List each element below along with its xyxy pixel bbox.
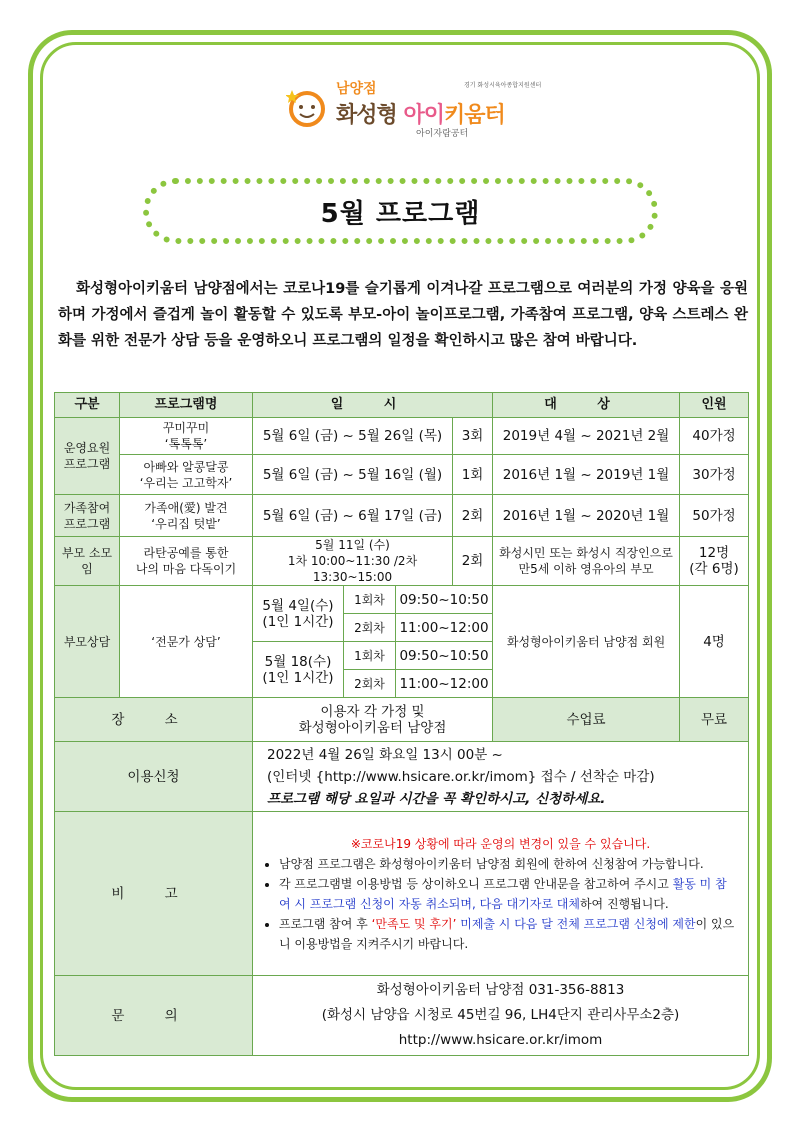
table-row xyxy=(55,537,749,586)
apply-details xyxy=(253,742,749,812)
logo-name-part2: 아이 xyxy=(403,103,444,128)
dates-cell: 5월 6일 (금) ~ 5월 26일 (목) xyxy=(253,418,453,455)
header-schedule: 일 시 xyxy=(253,393,493,418)
times-cell: 1회 xyxy=(453,455,493,495)
program-cell: 꾸미꾸미 ‘톡톡톡’ xyxy=(120,418,253,455)
category-cell: 부모상담 xyxy=(55,586,120,698)
table-row xyxy=(55,495,749,537)
session-cell: 2회차 xyxy=(344,670,396,698)
program-cell: 아빠와 알콩달콩 ‘우리는 고고학자’ xyxy=(120,455,253,495)
table-row xyxy=(55,455,749,495)
contact-url: http://www.hsicare.or.kr/imom xyxy=(398,1032,603,1048)
contact-details xyxy=(253,976,749,1056)
counsel-date-cell: 5월 4일(수) (1인 1시간) xyxy=(253,586,344,642)
apply-url: (인터넷 {http://www.hsicare.or.kr/imom} 접수 / 선착순 마감) xyxy=(267,768,655,785)
session-cell: 1회차 xyxy=(344,586,396,614)
category-cell: 부모 소모임 xyxy=(55,537,120,586)
place-value: 이용자 각 가정 및 화성형아이키움터 남양점 xyxy=(253,698,493,742)
time-cell: 09:50~10:50 xyxy=(396,586,493,614)
logo xyxy=(284,76,542,144)
target-cell: 화성시민 또는 화성시 직장인으로 만5세 이하 영유아의 부모 xyxy=(493,537,680,586)
table-row xyxy=(55,418,749,455)
logo-corp-text: 경기 화성시육아종합지원센터 xyxy=(464,82,542,89)
times-cell: 3회 xyxy=(453,418,493,455)
category-cell: 가족참여 프로그램 xyxy=(55,495,120,537)
fee-value: 무료 xyxy=(680,698,749,742)
counsel-date-cell: 5월 18(수) (1인 1시간) xyxy=(253,642,344,698)
header-category: 구분 xyxy=(55,393,120,418)
program-cell: 라탄공예를 통한 나의 마음 다독이기 xyxy=(120,537,253,586)
notes-label: 비 고 xyxy=(55,812,253,976)
capacity-cell: 50가정 xyxy=(680,495,749,537)
header-program: 프로그램명 xyxy=(120,393,253,418)
covid-warning: ※코로나19 상황에 따라 운영의 변경이 있을 수 있습니다. xyxy=(350,836,651,851)
time-cell: 11:00~12:00 xyxy=(396,614,493,642)
note-item: • 각 프로그램별 이용방법 등 상이하오니 프로그램 안내문을 참고하여 주시고 활동 미 참여 시 프로그램 신청이 자동 취소되며, 다음 대기자로 대체하여 진행됩니다. xyxy=(279,874,738,914)
contact-phone: 화성형아이키움터 남양점 031-356-8813 xyxy=(376,982,625,998)
table-row xyxy=(55,812,749,976)
target-cell: 2019년 4월 ~ 2021년 2월 xyxy=(493,418,680,455)
apply-date: 2022년 4월 26일 화요일 13시 00분 ~ xyxy=(267,746,503,763)
contact-address: (화성시 남양읍 시청로 45번길 96, LH4단지 관리사무소2층) xyxy=(321,1007,680,1023)
intro-paragraph: 화성형아이키움터 남양점에서는 코로나19를 슬기롭게 이겨나갈 프로그램으로 여러분의 가정 양육을 응원하며 가정에서 즐겁게 놀이 활동할 수 있도록 부모-아이 놀이프로그램, 가족참여 프로그램, 양육 스트레스 완화를 위한 전문가 상담 등을 운영하오니 프로그램의 일정을 확인하시고 많은 참여 바랍니다. xyxy=(58,281,748,349)
notes-content xyxy=(253,812,749,976)
time-cell: 09:50~10:50 xyxy=(396,642,493,670)
apply-label: 이용신청 xyxy=(55,742,253,812)
fee-label: 수업료 xyxy=(493,698,680,742)
times-cell: 2회 xyxy=(453,537,493,586)
program-cell: 가족애(愛) 발견 ‘우리집 텃밭’ xyxy=(120,495,253,537)
dates-cell: 5월 6일 (금) ~ 6월 17일 (금) xyxy=(253,495,453,537)
page-title: 5월 프로그램 xyxy=(320,198,481,229)
capacity-cell: 12명 (각 6명) xyxy=(680,537,749,586)
logo-name-part3: 키움터 xyxy=(443,103,505,128)
program-cell: ‘전문가 상담’ xyxy=(120,586,253,698)
logo-name xyxy=(336,98,505,129)
header-target: 대 상 xyxy=(493,393,680,418)
category-cell: 운영요원 프로그램 xyxy=(55,418,120,495)
time-cell: 11:00~12:00 xyxy=(396,670,493,698)
target-cell: 화성형아이키움터 남양점 회원 xyxy=(493,586,680,698)
note-item: • 프로그램 참여 후 ‘만족도 및 후기’ 미제출 시 다음 달 전체 프로그램 신청에 제한이 있으니 이용방법을 지켜주시기 바랍니다. xyxy=(279,914,738,954)
target-cell: 2016년 1월 ~ 2019년 1월 xyxy=(493,455,680,495)
logo-branch: 남양점 xyxy=(336,81,377,97)
target-cell: 2016년 1월 ~ 2020년 1월 xyxy=(493,495,680,537)
session-cell: 1회차 xyxy=(344,642,396,670)
capacity-cell: 40가정 xyxy=(680,418,749,455)
session-cell: 2회차 xyxy=(344,614,396,642)
capacity-cell: 30가정 xyxy=(680,455,749,495)
dates-cell: 5월 11일 (수) 1차 10:00~11:30 /2차 13:30~15:00 xyxy=(253,537,453,586)
table-row xyxy=(55,586,749,614)
smiley-face-icon xyxy=(286,86,328,128)
apply-notice: 프로그램 해당 요일과 시간을 꼭 확인하시고, 신청하세요. xyxy=(267,790,606,807)
logo-subtitle: 아이자람공터 xyxy=(416,129,469,139)
logo-name-part1: 화성형 xyxy=(336,103,397,128)
title-box xyxy=(143,178,658,244)
table-row xyxy=(55,742,749,812)
place-label: 장 소 xyxy=(55,698,253,742)
capacity-cell: 4명 xyxy=(680,586,749,698)
dates-cell: 5월 6일 (금) ~ 5월 16일 (월) xyxy=(253,455,453,495)
header-capacity: 인원 xyxy=(680,393,749,418)
table-row xyxy=(55,698,749,742)
contact-label: 문 의 xyxy=(55,976,253,1056)
table-row xyxy=(55,976,749,1056)
table-header-row xyxy=(55,393,749,418)
program-table xyxy=(54,392,749,1056)
note-item: • 남양점 프로그램은 화성형아이키움터 남양점 회원에 한하여 신청참여 가능합니다. xyxy=(279,854,738,874)
times-cell: 2회 xyxy=(453,495,493,537)
